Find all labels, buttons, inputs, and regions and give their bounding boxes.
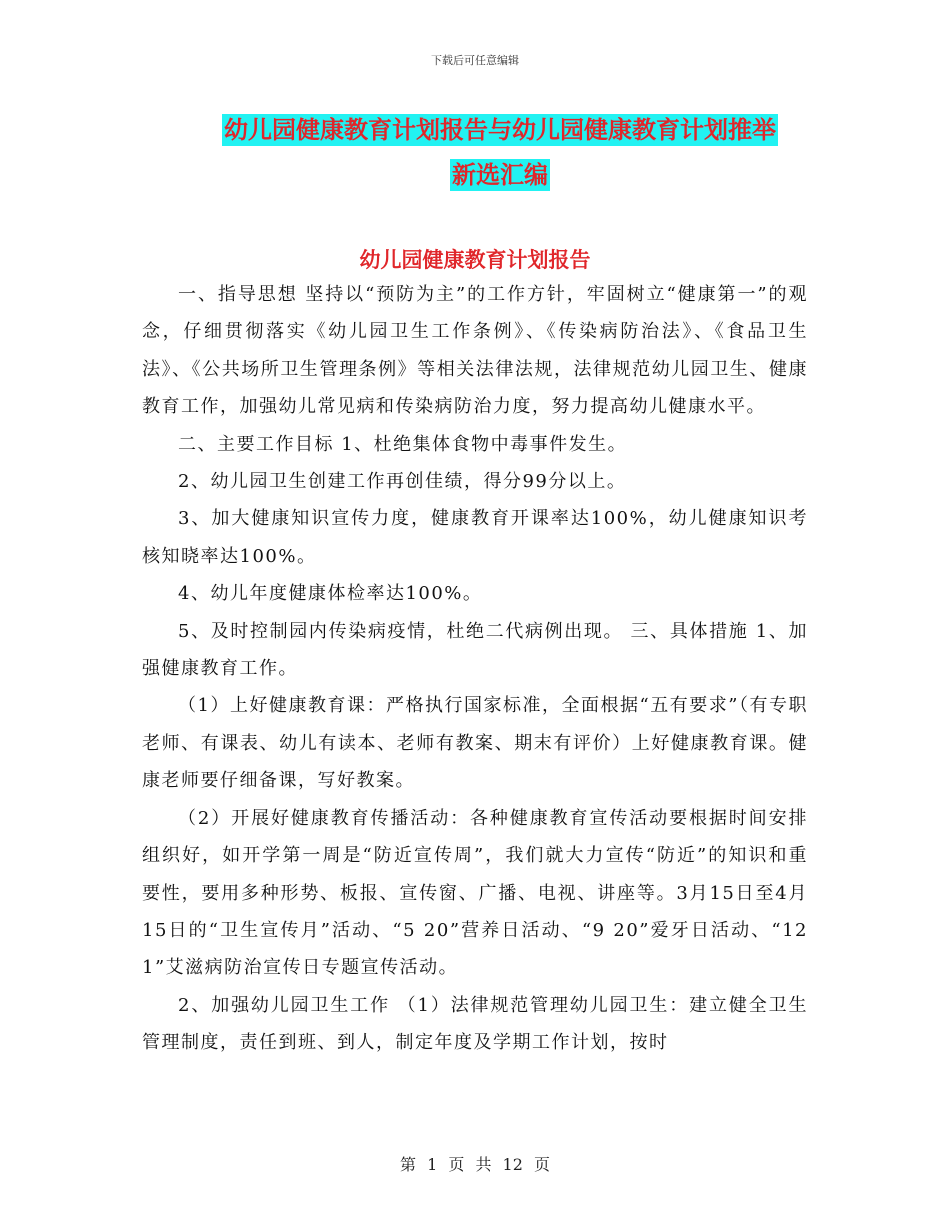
paragraph-guiding-thought: 一、指导思想 坚持以“预防为主”的工作方针，牢固树立“健康第一”的观念，仔细贯彻落实《幼儿园卫生工作条例》、《传染病防治法》、《食品卫生法》、《公共场所卫生管理条例》等相关法律法规，法律规范幼儿园卫生、健康教育工作，加强幼儿常见病和传染病防治力度，努力提高幼儿健康水平。 [142,284,808,418]
paragraph-goal-1: 二、主要工作目标 1、杜绝集体食物中毒事件发生。 [178,433,628,455]
section-title: 幼儿园健康教育计划报告 [359,248,591,272]
paragraph-goal-5: 5、及时控制园内传染病疫情，杜绝二代病例出现。 三、具体措施 1、加强健康教育工作。 [142,620,808,680]
paragraph-goal-4: 4、幼儿年度健康体检率达100%。 [178,583,483,605]
page-header-note: 下载后可任意编辑 [431,54,519,67]
document-title-line-1: 幼儿园健康教育计划报告与幼儿园健康教育计划推举 [224,116,776,144]
page-number: 第 1 页 共 12 页 [400,1155,550,1174]
paragraph-measure-1-1: （1）上好健康教育课：严格执行国家标准，全面根据“五有要求”（有专职老师、有课表、幼儿有读本、老师有教案、期末有评价）上好健康教育课。健康老师要仔细备课，写好教案。 [142,695,808,792]
document-title [190,108,810,198]
paragraph-goal-2: 2、幼儿园卫生创建工作再创佳绩，得分99分以上。 [178,471,627,493]
paragraph-goal-3: 3、加大健康知识宣传力度，健康教育开课率达100%，幼儿健康知识考核知晓率达100%。 [142,508,808,567]
document-title-line-2: 新选汇编 [452,161,548,189]
paragraph-measure-1-2: （2）开展好健康教育传播活动：各种健康教育宣传活动要根据时间安排组织好，如开学第一周是“防近宣传周”，我们就大力宣传“防近”的知识和重要性，要用多种形势、板报、宣传窗、广播、电视、讲座等。3月15日至4月15日的“卫生宣传月”活动、“5 20”营养日活动、“9 20”爱牙日活动、“12 1”艾滋病防治宣传日专题宣传活动。 [142,807,808,979]
paragraph-measure-2: 2、加强幼儿园卫生工作 （1）法律规范管理幼儿园卫生：建立健全卫生管理制度，责任到班、到人，制定年度及学期工作计划，按时 [142,994,808,1054]
document-body [142,276,808,1062]
